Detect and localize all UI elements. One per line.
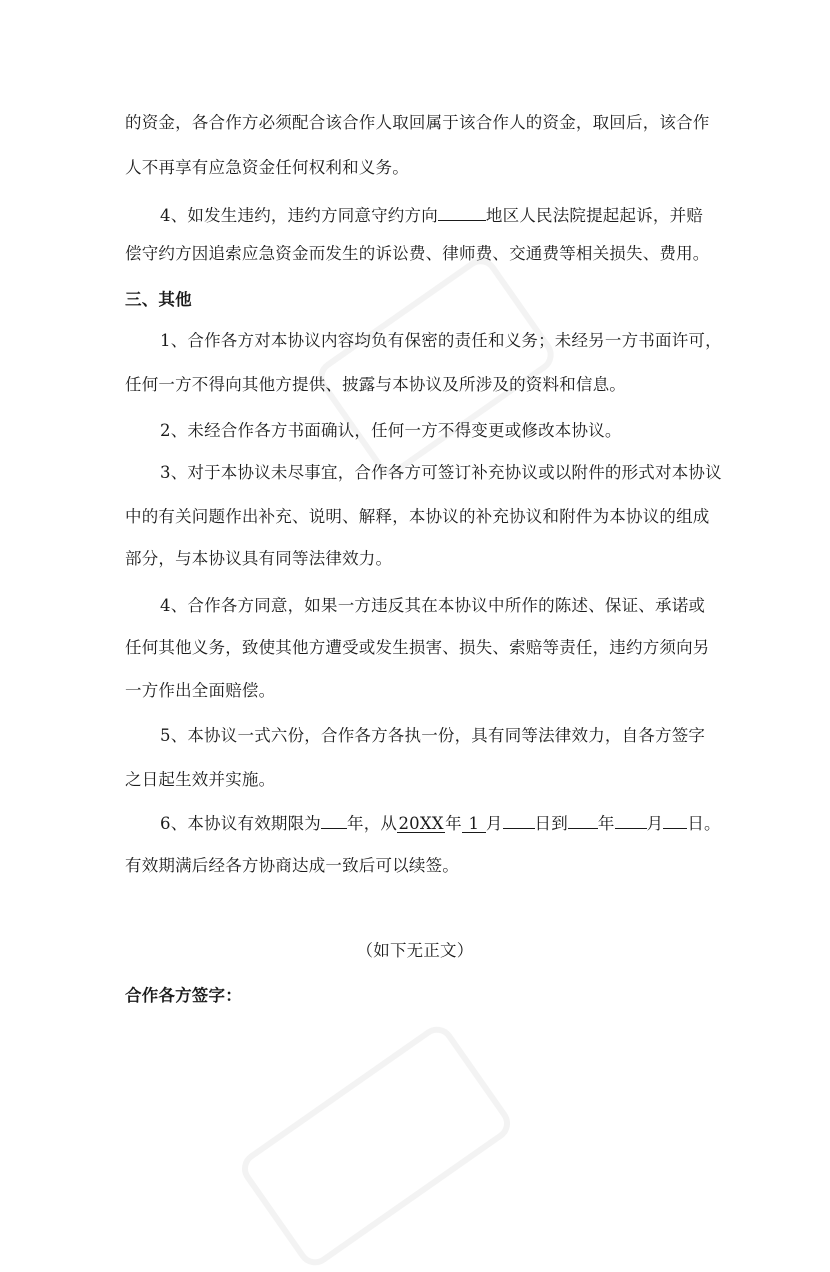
start-day-blank [503,811,535,829]
clause-4-line2: 偿守约方因追索应急资金而发生的诉讼费、律师费、交通费等相关损失、费用。 [125,244,710,263]
item-5-line1: 5、本协议一式六份，合作各方各执一份，具有同等法律效力，自各方签字 [160,726,706,745]
signature-label: 合作各方签字： [125,986,242,1005]
section-title: 三、其他 [125,290,192,309]
item-6-line2: 有效期满后经各方协商达成一致后可以续签。 [125,856,459,875]
end-month-blank [615,811,647,829]
watermark [235,1020,517,1272]
item-6-line1 [160,811,721,835]
item-6-p7: 月 [646,814,664,833]
item-4-line1: 4、合作各方同意，如果一方违反其在本协议中所作的陈述、保证、承诺或 [160,596,706,615]
item-3-line3: 部分，与本协议具有同等法律效力。 [125,549,393,568]
text-line: 人不再享有应急资金任何权利和义务。 [125,158,409,177]
clause-4 [160,203,703,227]
item-6-p8: 日。 [687,814,721,833]
item-4-line3: 一方作出全面赔偿。 [125,681,276,700]
start-month-field: 1 [462,815,486,833]
term-years-blank [321,811,347,829]
end-day-blank [663,811,687,829]
item-3-line1: 3、对于本协议未尽事宜，合作各方可签订补充协议或以附件的形式对本协议 [160,463,722,482]
item-4-line2: 任何其他义务，致使其他方遭受或发生损害、损失、索赔等责任，违约方须向另 [125,638,710,657]
item-6-p2: 年，从 [347,814,398,833]
item-1-line1: 1、合作各方对本协议内容均负有保密的责任和义务；未经另一方书面许可， [160,331,722,350]
text-line: 的资金，各合作方必须配合该合作人取回属于该合作人的资金，取回后，该合作 [125,113,710,132]
item-6-p6: 年 [597,814,615,833]
end-year-blank [568,811,598,829]
item-6-p5: 日到 [534,814,568,833]
clause-4-pre: 4、如发生违约，违约方同意守约方向 [160,206,438,225]
item-1-line2: 任何一方不得向其他方提供、披露与本协议及所涉及的资料和信息。 [125,375,626,394]
item-6-p4: 月 [485,814,503,833]
item-6-p1: 6、本协议有效期限为 [160,814,321,833]
court-region-blank [438,203,486,221]
item-6-p3: 年 [445,814,462,833]
item-5-line2: 之日起生效并实施。 [125,770,276,789]
item-3-line2: 中的有关问题作出补充、说明、解释，本协议的补充协议和附件为本协议的组成 [125,507,710,526]
clause-4-post: 地区人民法院提起起诉，并赔 [485,206,704,225]
item-2: 2、未经合作各方书面确认，任何一方不得变更或修改本协议。 [160,421,622,440]
watermark [311,251,560,481]
end-note: （如下无正文） [356,941,474,960]
start-year-field: 20XX [398,814,444,833]
